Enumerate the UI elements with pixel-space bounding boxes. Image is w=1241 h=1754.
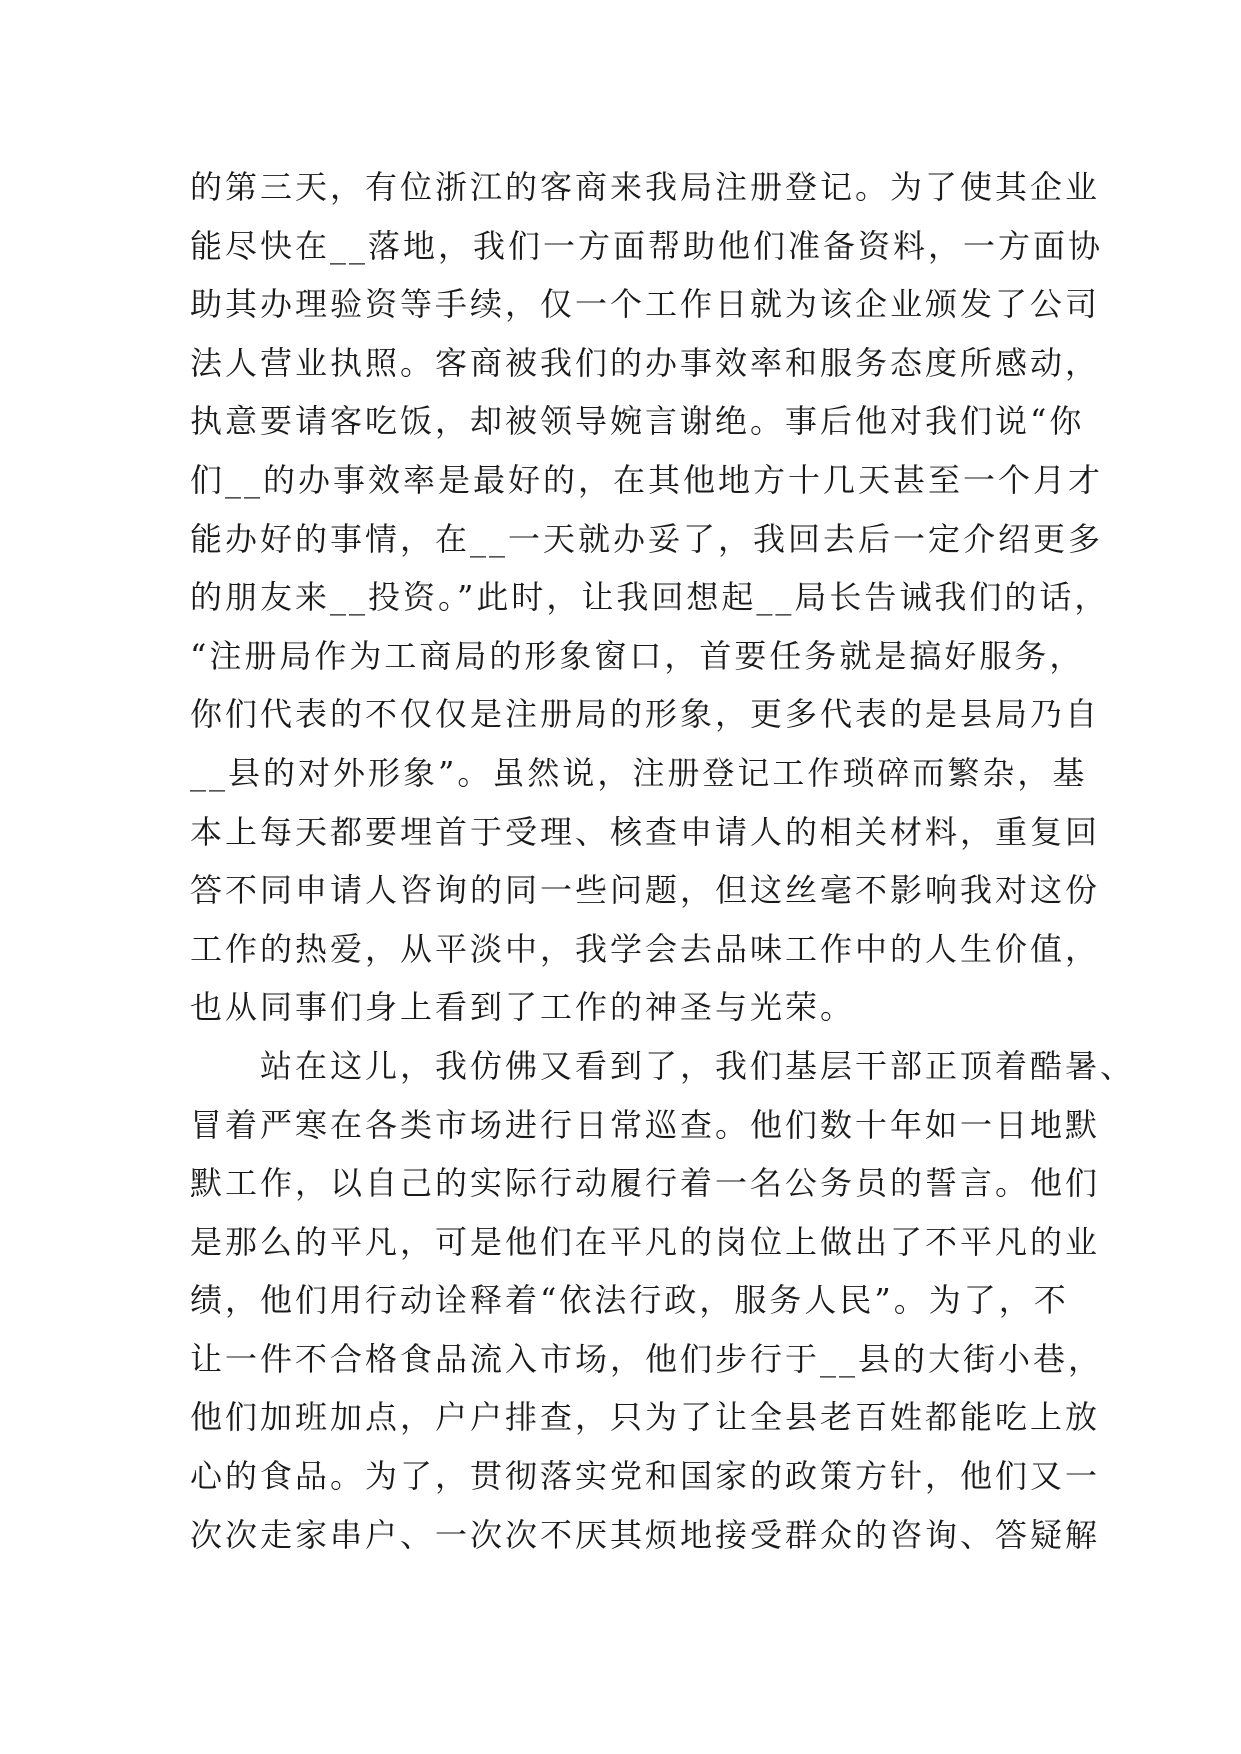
text-line: 他们加班加点，户户排查，只为了让全县老百姓都能吃上放 [190,1398,1101,1437]
text-line: 执意要请客吃饭，却被领导婉言谢绝。事后他对我们说“你 [190,402,1085,441]
text-line: 助其办理验资等手续，仅一个工作日就为该企业颁发了公司 [190,285,1101,324]
text-line: 工作的热爱，从平淡中，我学会去品味工作中的人生价值， [190,929,1101,968]
text-line: 能尽快在__落地，我们一方面帮助他们准备资料，一方面协 [190,226,1104,265]
text-line: 的朋友来__投资。”此时，让我回想起__局长告诫我们的话， [190,578,1110,617]
text-line: 是那么的平凡，可是他们在平凡的岗位上做出了不平凡的业 [190,1222,1101,1261]
body-text [190,158,1136,1564]
text-line: 次次走家串户、一次次不厌其烦地接受群众的咨询、答疑解 [190,1515,1101,1554]
text-line: 默工作，以自己的实际行动履行着一名公务员的誓言。他们 [190,1164,1101,1203]
text-line: 能办好的事情，在__一天就办妥了，我回去后一定介绍更多 [190,519,1104,558]
text-line: 冒着严寒在各类市场进行日常巡查。他们数十年如一日地默 [190,1105,1101,1144]
text-line: 绩，他们用行动诠释着“依法行政，服务人民”。为了，不 [190,1281,1069,1320]
text-line: 答不同申请人咨询的同一些问题，但这丝毫不影响我对这份 [190,871,1101,910]
text-line: __县的对外形象”。虽然说，注册登记工作琐碎而繁杂，基 [190,753,1088,792]
text-line: 们__的办事效率是最好的，在其他地方十几天甚至一个月才 [190,460,1104,499]
text-line: 本上每天都要埋首于受理、核查申请人的相关材料，重复回 [190,812,1101,851]
text-line: 站在这儿，我仿佛又看到了，我们基层干部正顶着酷暑、 [190,1046,1136,1085]
text-line: 也从同事们身上看到了工作的神圣与光荣。 [190,988,856,1027]
text-line: 让一件不合格食品流入市场，他们步行于__县的大街小巷， [190,1339,1104,1378]
text-line: 你们代表的不仅仅是注册局的形象，更多代表的是县局乃自 [190,695,1101,734]
text-line: 心的食品。为了，贯彻落实党和国家的政策方针，他们又一 [190,1457,1101,1496]
text-line: 法人营业执照。客商被我们的办事效率和服务态度所感动， [190,343,1101,382]
text-line: 的第三天，有位浙江的客商来我局注册登记。为了使其企业 [190,168,1101,206]
text-line: “注册局作为工商局的形象窗口，首要任务就是搞好服务， [190,636,1085,675]
